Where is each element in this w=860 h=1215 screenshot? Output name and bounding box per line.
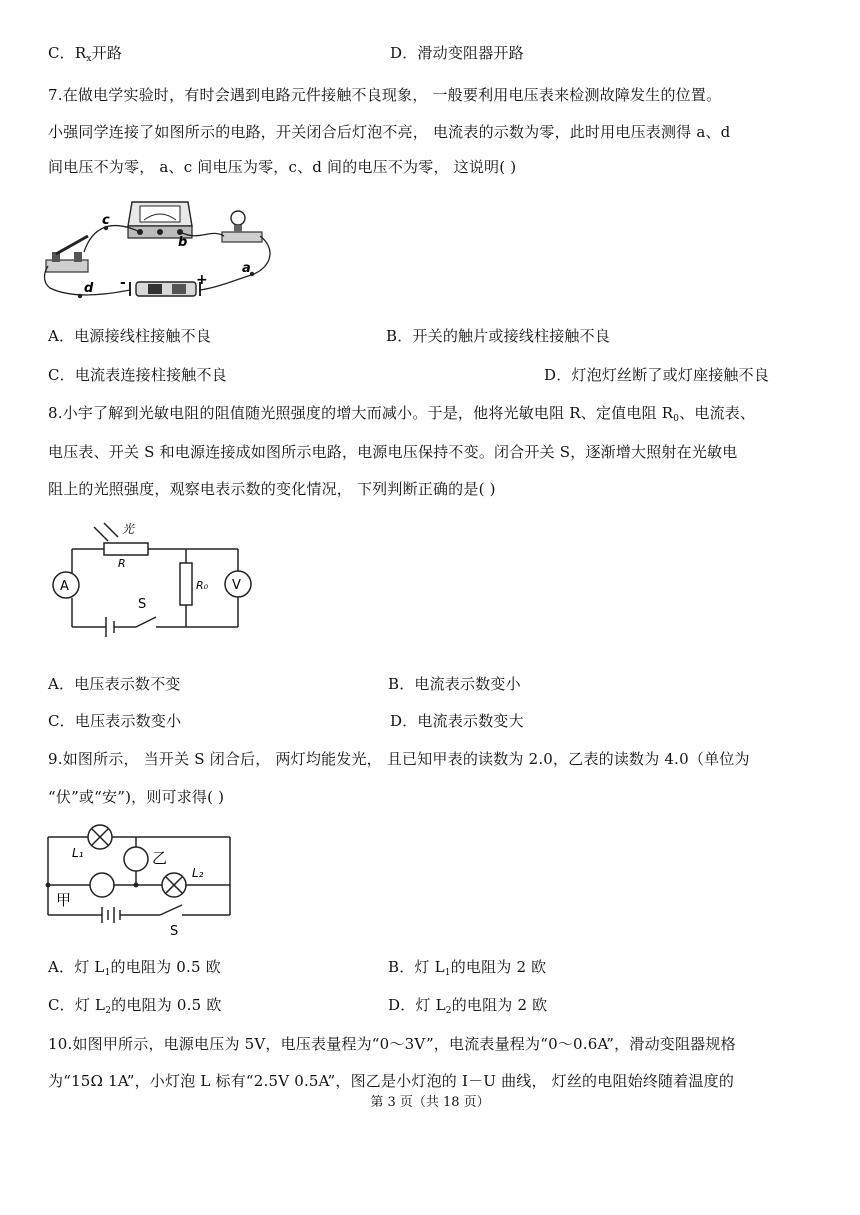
q9-option-b: B．灯 $L_1$的电阻为 2 欧 (388, 958, 547, 978)
q8-label-r: R (118, 557, 126, 570)
q8-label-r0: R₀ (196, 579, 209, 592)
q9-label-l1: L₁ (72, 846, 84, 860)
q8-stem-line3: 阻上的光照强度，观察电表示数的变化情况， 下列判断正确的是( ) (48, 480, 496, 498)
q7-option-d: D．灯泡灯丝断了或灯座接触不良 (544, 366, 770, 384)
q7-label-minus: - (120, 275, 126, 291)
q7-circuit-figure (40, 188, 280, 310)
q10-stem-line2: 为“15Ω 1A”，小灯泡 L 标有“2.5V 0.5A”，图乙是小灯泡的 I－U 曲线， 灯丝的电阻始终随着温度的 (48, 1072, 735, 1090)
q7-label-b: b (178, 235, 188, 250)
q7-label-a: a (242, 261, 251, 276)
q8-voltmeter-label: V (232, 578, 241, 593)
q8-stem-line1: 8.小宇了解到光敏电阻的阻值随光照强度的增大而减小。于是，他将光敏电阻 R、定值电阻 $R_0$、电流表、 (48, 404, 756, 424)
q8-option-a: A．电压表示数不变 (48, 675, 181, 693)
q6-option-c: C．$R_x$开路 (48, 44, 123, 64)
q7-label-d: d (84, 281, 94, 296)
q7-stem-line2: 小强同学连接了如图所示的电路，开关闭合后灯泡不亮， 电流表的示数为零，此时用电压表测得 a、d (48, 123, 731, 141)
q8-circuit-figure (44, 515, 274, 644)
q9-label-jia: 甲 (56, 891, 72, 909)
page-footer: 第 3 页（共 18 页） (370, 1095, 490, 1110)
q9-option-c: C．灯 $L_2$的电阻为 0.5 欧 (48, 996, 222, 1016)
q7-stem-line1: 7.在做电学实验时，有时会遇到电路元件接触不良现象， 一般要利用电压表来检测故障发生的位置。 (48, 86, 722, 104)
q9-circuit-figure (42, 823, 242, 949)
q9-stem-line2: “伏”或“安”)，则可求得( ) (48, 788, 225, 806)
q7-option-b: B．开关的触片或接线柱接触不良 (386, 327, 611, 345)
q8-label-light: 光 (122, 522, 135, 536)
q9-option-d: D．灯 $L_2$的电阻为 2 欧 (388, 996, 548, 1016)
q6-option-d: D．滑动变阻器开路 (390, 44, 524, 62)
q9-label-l2: L₂ (192, 866, 204, 880)
q9-stem-line1: 9.如图所示， 当开关 S 闭合后， 两灯均能发光， 且已知甲表的读数为 2.0，乙表的读数为 4.0（单位为 (48, 750, 750, 768)
q10-stem-line1: 10.如图甲所示，电源电压为 5V，电压表量程为“0～3V”，电流表量程为“0～0.6A”，滑动变阻器规格 (48, 1035, 736, 1053)
q8-option-c: C．电压表示数变小 (48, 712, 182, 730)
q9-option-a: A．灯 $L_1$的电阻为 0.5 欧 (48, 958, 221, 978)
q8-stem-line2: 电压表、开关 S 和电源连接成如图所示电路，电源电压保持不变。闭合开关 S，逐渐增大照射在光敏电 (48, 443, 738, 461)
q8-option-d: D．电流表示数变大 (390, 712, 524, 730)
q9-switch-label: S (170, 924, 179, 939)
q7-label-plus: + (196, 272, 208, 288)
q8-switch-label: S (138, 597, 147, 612)
q7-option-a: A．电源接线柱接触不良 (48, 327, 212, 345)
q8-ammeter-label: A (60, 579, 69, 594)
q7-stem-line3: 间电压不为零， a、c 间电压为零，c、d 间的电压不为零， 这说明( ) (48, 158, 517, 176)
q8-option-b: B．电流表示数变小 (388, 675, 521, 693)
q9-label-yi: 乙 (152, 849, 168, 867)
q7-option-c: C．电流表连接柱接触不良 (48, 366, 227, 384)
q7-label-c: c (102, 213, 110, 228)
